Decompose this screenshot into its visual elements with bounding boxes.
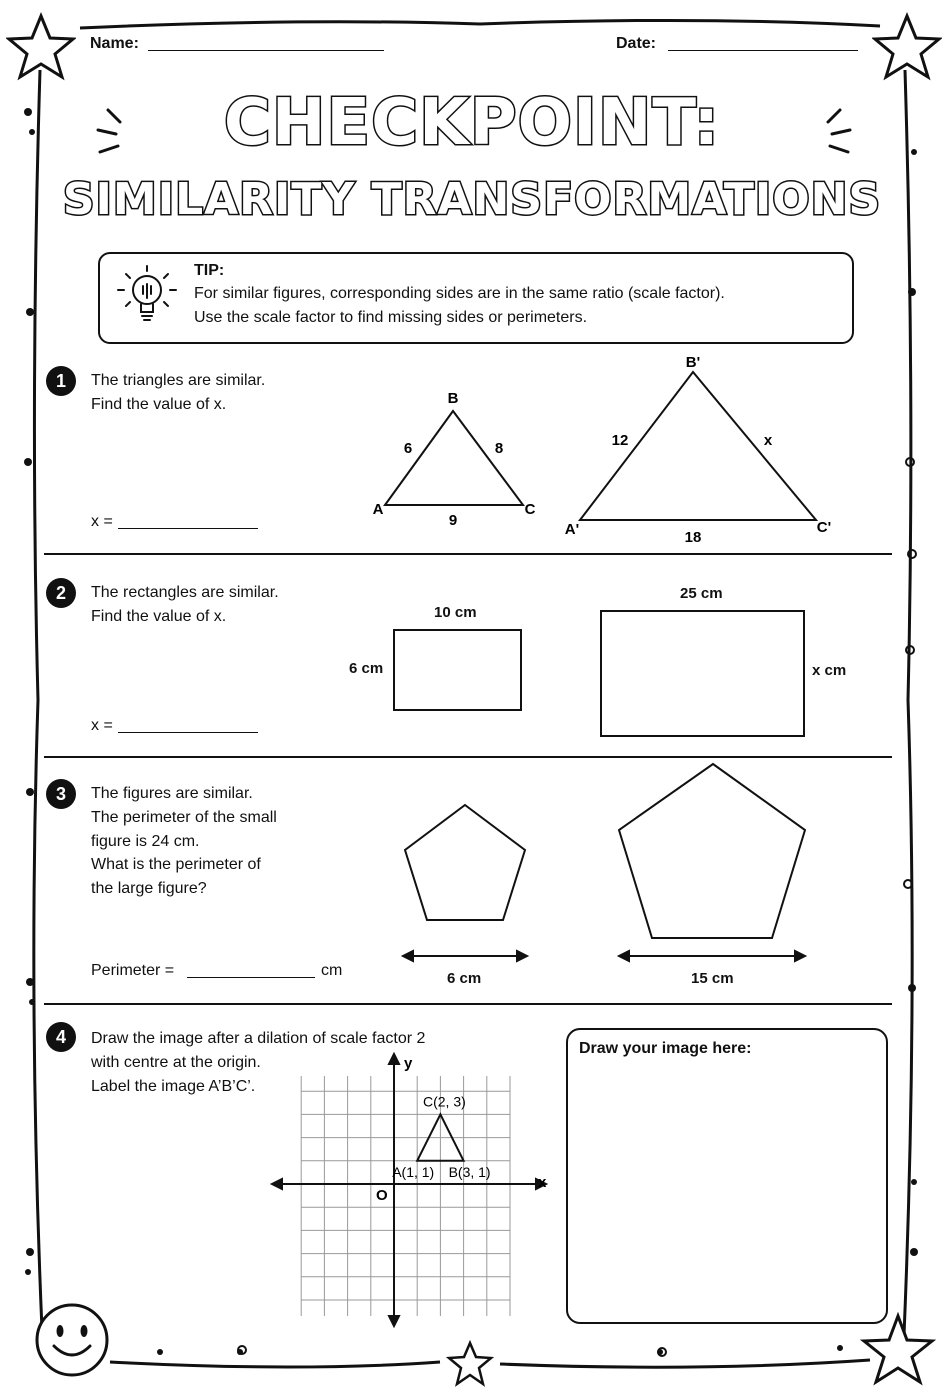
accent-marks-icon <box>90 100 140 170</box>
vertex-b-prime-label: B' <box>685 354 701 371</box>
side-bc-label: 8 <box>494 440 504 457</box>
q4-text-line-1: Draw the image after a dilation of scale factor 2 <box>91 1030 426 1047</box>
q3-pentagons-figure <box>395 760 825 1000</box>
small-triangle <box>385 411 523 505</box>
q2-answer-label: x = <box>91 717 113 734</box>
draw-area-label: Draw your image here: <box>579 1040 752 1057</box>
large-side-label: 15 cm <box>691 970 734 987</box>
question-3-badge: 3 <box>46 779 76 809</box>
star-icon <box>872 12 942 82</box>
large-pentagon <box>619 764 805 938</box>
date-label: Date: <box>616 35 657 52</box>
question-1-badge: 1 <box>46 366 76 396</box>
lightbulb-icon <box>112 260 182 332</box>
q2-text-line-2: Find the value of x. <box>91 608 227 625</box>
side-ac-prime-label: 18 <box>684 529 702 546</box>
accent-marks-icon <box>810 100 860 170</box>
smiley-icon <box>32 1300 112 1380</box>
name-field[interactable] <box>148 34 384 51</box>
q3-text-line-3: figure is 24 cm. <box>91 833 200 850</box>
question-2-badge: 2 <box>46 578 76 608</box>
page-title: CHECKPOINT: <box>223 86 721 160</box>
vertex-a-label: A <box>372 501 384 518</box>
q3-answer-unit: cm <box>321 962 343 979</box>
q1-triangles-figure <box>360 350 850 550</box>
vertex-a-prime-label: A' <box>564 521 580 538</box>
star-icon <box>446 1340 494 1388</box>
divider <box>44 756 892 758</box>
q3-text-line-1: The figures are similar. <box>91 785 253 802</box>
side-bc-prime-label: x <box>763 432 773 449</box>
coordinate-grid[interactable] <box>268 1050 558 1330</box>
question-4-badge: 4 <box>46 1022 76 1052</box>
divider <box>44 553 892 555</box>
side-ab-prime-label: 12 <box>611 432 629 449</box>
q3-answer-label: Perimeter = <box>91 962 175 979</box>
q2-answer-field[interactable] <box>118 716 258 733</box>
tip-line-1: For similar figures, corresponding sides are in the same ratio (scale factor). <box>194 285 725 302</box>
star-icon <box>6 12 76 82</box>
large-rectangle <box>600 610 805 737</box>
vertex-c-prime-label: C' <box>816 519 832 536</box>
vertex-b-label: B <box>447 390 459 407</box>
large-rect-height-label: x cm <box>812 662 847 679</box>
q1-answer-label: x = <box>91 513 113 530</box>
point-c-label: C(2, 3) <box>423 1093 466 1110</box>
point-a-label: A(1, 1) <box>392 1163 435 1180</box>
tip-heading: TIP: <box>194 262 225 279</box>
small-side-label: 6 cm <box>447 970 482 987</box>
large-rect-width-label: 25 cm <box>680 585 723 602</box>
q4-text-line-3: Label the image A’B’C’. <box>91 1078 256 1095</box>
small-rect-width-label: 10 cm <box>434 604 477 621</box>
q1-text-line-2: Find the value of x. <box>91 396 227 413</box>
tip-line-2: Use the scale factor to find missing sides or perimeters. <box>194 309 588 326</box>
q1-answer-field[interactable] <box>118 512 258 529</box>
side-ab-label: 6 <box>403 440 413 457</box>
q3-text-line-5: the large figure? <box>91 880 207 897</box>
divider <box>44 1003 892 1005</box>
q4-text-line-2: with centre at the origin. <box>91 1054 261 1071</box>
origin-label: O <box>376 1187 388 1204</box>
draw-area[interactable] <box>566 1028 888 1324</box>
q1-text-line-1: The triangles are similar. <box>91 372 266 389</box>
date-field[interactable] <box>668 34 858 51</box>
name-label: Name: <box>90 35 139 52</box>
point-b-label: B(3, 1) <box>448 1163 491 1180</box>
y-axis-label: y <box>404 1055 413 1072</box>
small-pentagon <box>405 805 525 920</box>
side-ac-label: 9 <box>448 512 458 529</box>
small-rect-height-label: 6 cm <box>349 660 384 677</box>
page-subtitle: SIMILARITY TRANSFORMATIONS <box>62 174 882 225</box>
x-axis-label: x <box>538 1174 547 1191</box>
q3-text-line-4: What is the perimeter of <box>91 856 261 873</box>
small-rectangle <box>393 629 522 711</box>
vertex-c-label: C <box>524 501 536 518</box>
q3-answer-field[interactable] <box>187 961 315 978</box>
q3-text-line-2: The perimeter of the small <box>91 809 277 826</box>
q2-text-line-1: The rectangles are similar. <box>91 584 279 601</box>
